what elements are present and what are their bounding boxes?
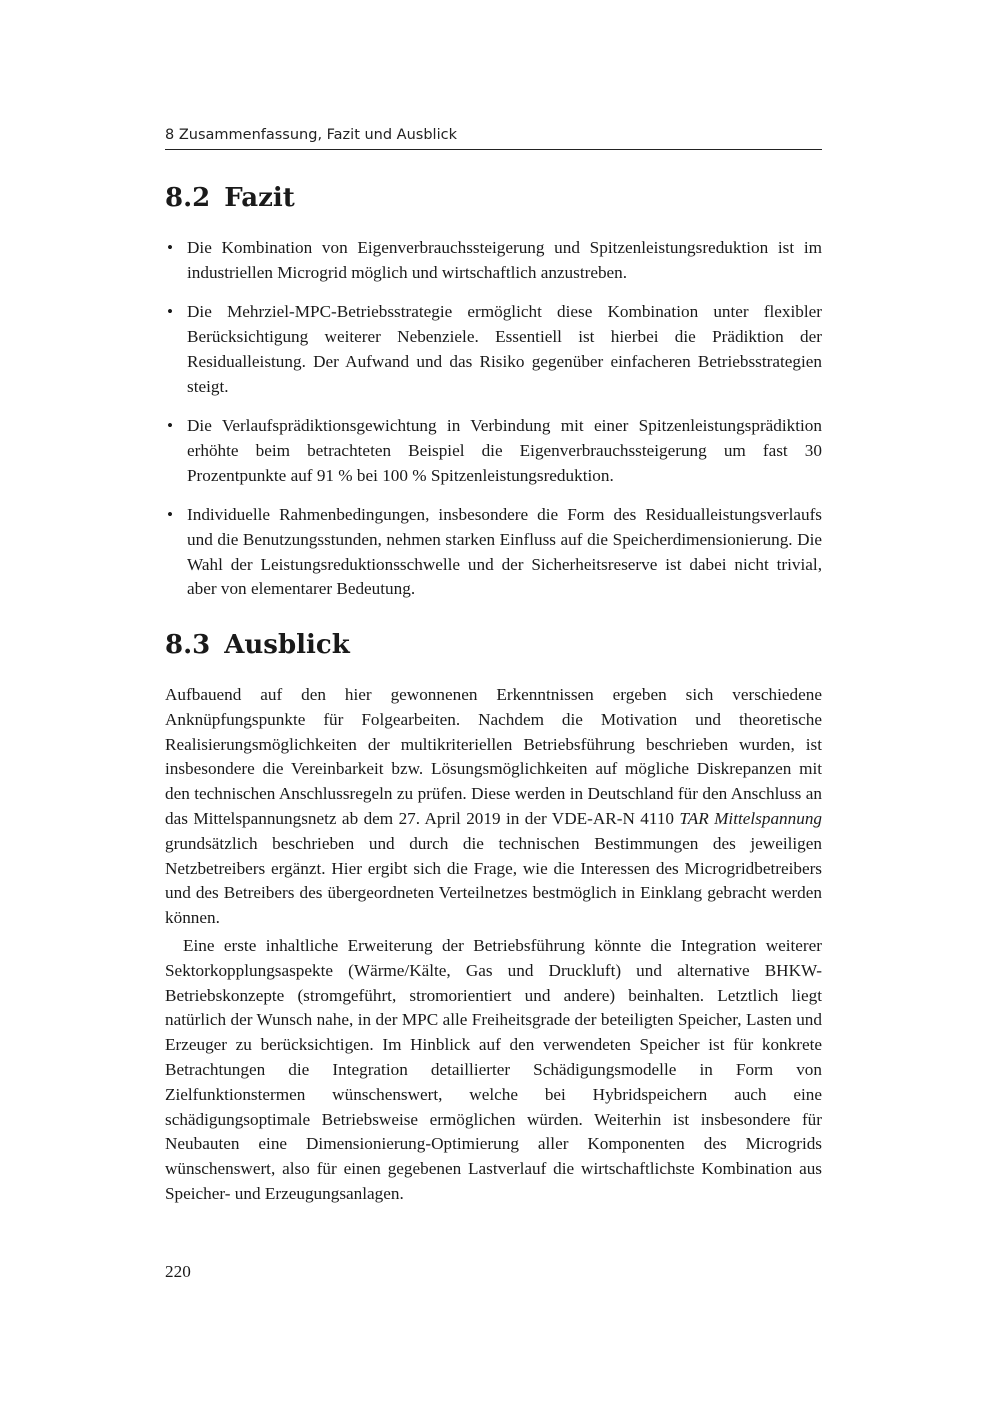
- list-item: [165, 236, 822, 285]
- bullet-text: Die Mehrziel-MPC-Betriebsstrategie ermöglicht diese Kombination unter flexibler Berücksichtigung weiterer Nebenziele. Essentiell ist hierbei die Prädiktion der Residualleistung. Der Aufwand und das Risiko gegenüber einfacheren Betriebsstrategien steigt.: [187, 302, 822, 396]
- fazit-bullet-list: [165, 236, 822, 617]
- paragraph-text: Aufbauend auf den hier gewonnenen Erkenntnissen ergeben sich verschiedene Anknüpfungspunkte für Folgearbeiten. Nachdem die Motivation und theoretische Realisierungsmöglichkeiten der multikriteriellen Betriebsführung beschrieben wurden, ist insbesondere die Vereinbarkeit bzw. Lösungsmöglichkeiten auf mögliche Diskrepanzen mit den technischen Anschlussregeln zu prüfen. Diese werden in Deutschland für den Anschluss an das Mittelspannungsnetz ab dem 27. April 2019 in der VDE-AR-N 4110: [165, 685, 822, 828]
- list-item: [165, 300, 822, 399]
- bullet-icon: •: [167, 416, 174, 436]
- section-title: Fazit: [224, 183, 295, 213]
- page-number: 220: [165, 1262, 191, 1281]
- emphasized-term: TAR Mittelspannung: [679, 808, 823, 828]
- bullet-text: Die Kombination von Eigenverbrauchssteigerung und Spitzenleistungsreduktion ist im industriellen Microgrid möglich und wirtschaftlich anzustreben.: [187, 238, 822, 282]
- bullet-icon: •: [167, 505, 174, 525]
- section-heading-ausblick: [165, 630, 350, 660]
- paragraph-text: grundsätzlich beschrieben und durch die technischen Bestimmungen des jeweiligen Netzbetreibers ergänzt. Hier ergibt sich die Frage, wie die Interessen des Microgridbetreibers und des Betreibers des übergeordneten Verteilnetzes bestmöglich in Einklang gebracht werden können.: [165, 833, 822, 928]
- bullet-text: Die Verlaufsprädiktionsgewichtung in Verbindung mit einer Spitzenleistungsprädiktion erhöhte beim betrachteten Beispiel die Eigenverbrauchssteigerung um fast 30 Prozentpunkte auf 91 % bei 100 % Spitzenleistungsreduktion.: [187, 416, 822, 485]
- ausblick-body: [165, 683, 822, 1210]
- section-title: Ausblick: [224, 630, 350, 660]
- bullet-text: Individuelle Rahmenbedingungen, insbesondere die Form des Residualleistungsverlaufs und die Benutzungsstunden, nehmen starken Einfluss auf die Speicherdimensionierung. Die Wahl der Leistungsreduktionsschwelle und der Sicherheitsreserve ist dabei nicht trivial, aber von elementarer Bedeutung.: [187, 505, 822, 599]
- list-item: [165, 414, 822, 488]
- section-number: 8.3: [165, 630, 211, 660]
- bullet-icon: •: [167, 238, 174, 257]
- running-header: 8 Zusammenfassung, Fazit und Ausblick: [165, 127, 822, 150]
- section-number: 8.2: [165, 183, 211, 213]
- paragraph: [165, 683, 822, 931]
- list-item: [165, 503, 822, 602]
- paragraph: Eine erste inhaltliche Erweiterung der Betriebsführung könnte die Integration weiterer Sektorkopplungsaspekte (Wärme/Kälte, Gas und Druckluft) und alternative BHKW-Betriebskonzepte (stromgeführt, stromorientiert und andere) beinhalten. Letztlich liegt natürlich der Wunsch nahe, in der MPC alle Freiheitsgrade der beteiligten Speicher, Lasten und Erzeuger zu berücksichtigen. Im Hinblick auf den verwendeten Speicher ist für konkrete Betrachtungen die Integration detaillierter Schädigungsmodelle in Form von Zielfunktionstermen wünschenswert, welche bei Hybridspeichern auch eine schädigungsoptimale Betriebsweise ermöglichen würden. Weiterhin ist insbesondere für Neubauten eine Dimensionierung-Optimierung aller Komponenten des Microgrids wünschenswert, also für einen gegebenen Lastverlauf die wirtschaftlichste Kombination aus Speicher- und Erzeugungsanlagen.: [165, 935, 822, 1203]
- bullet-icon: •: [167, 302, 174, 322]
- section-heading-fazit: [165, 183, 295, 213]
